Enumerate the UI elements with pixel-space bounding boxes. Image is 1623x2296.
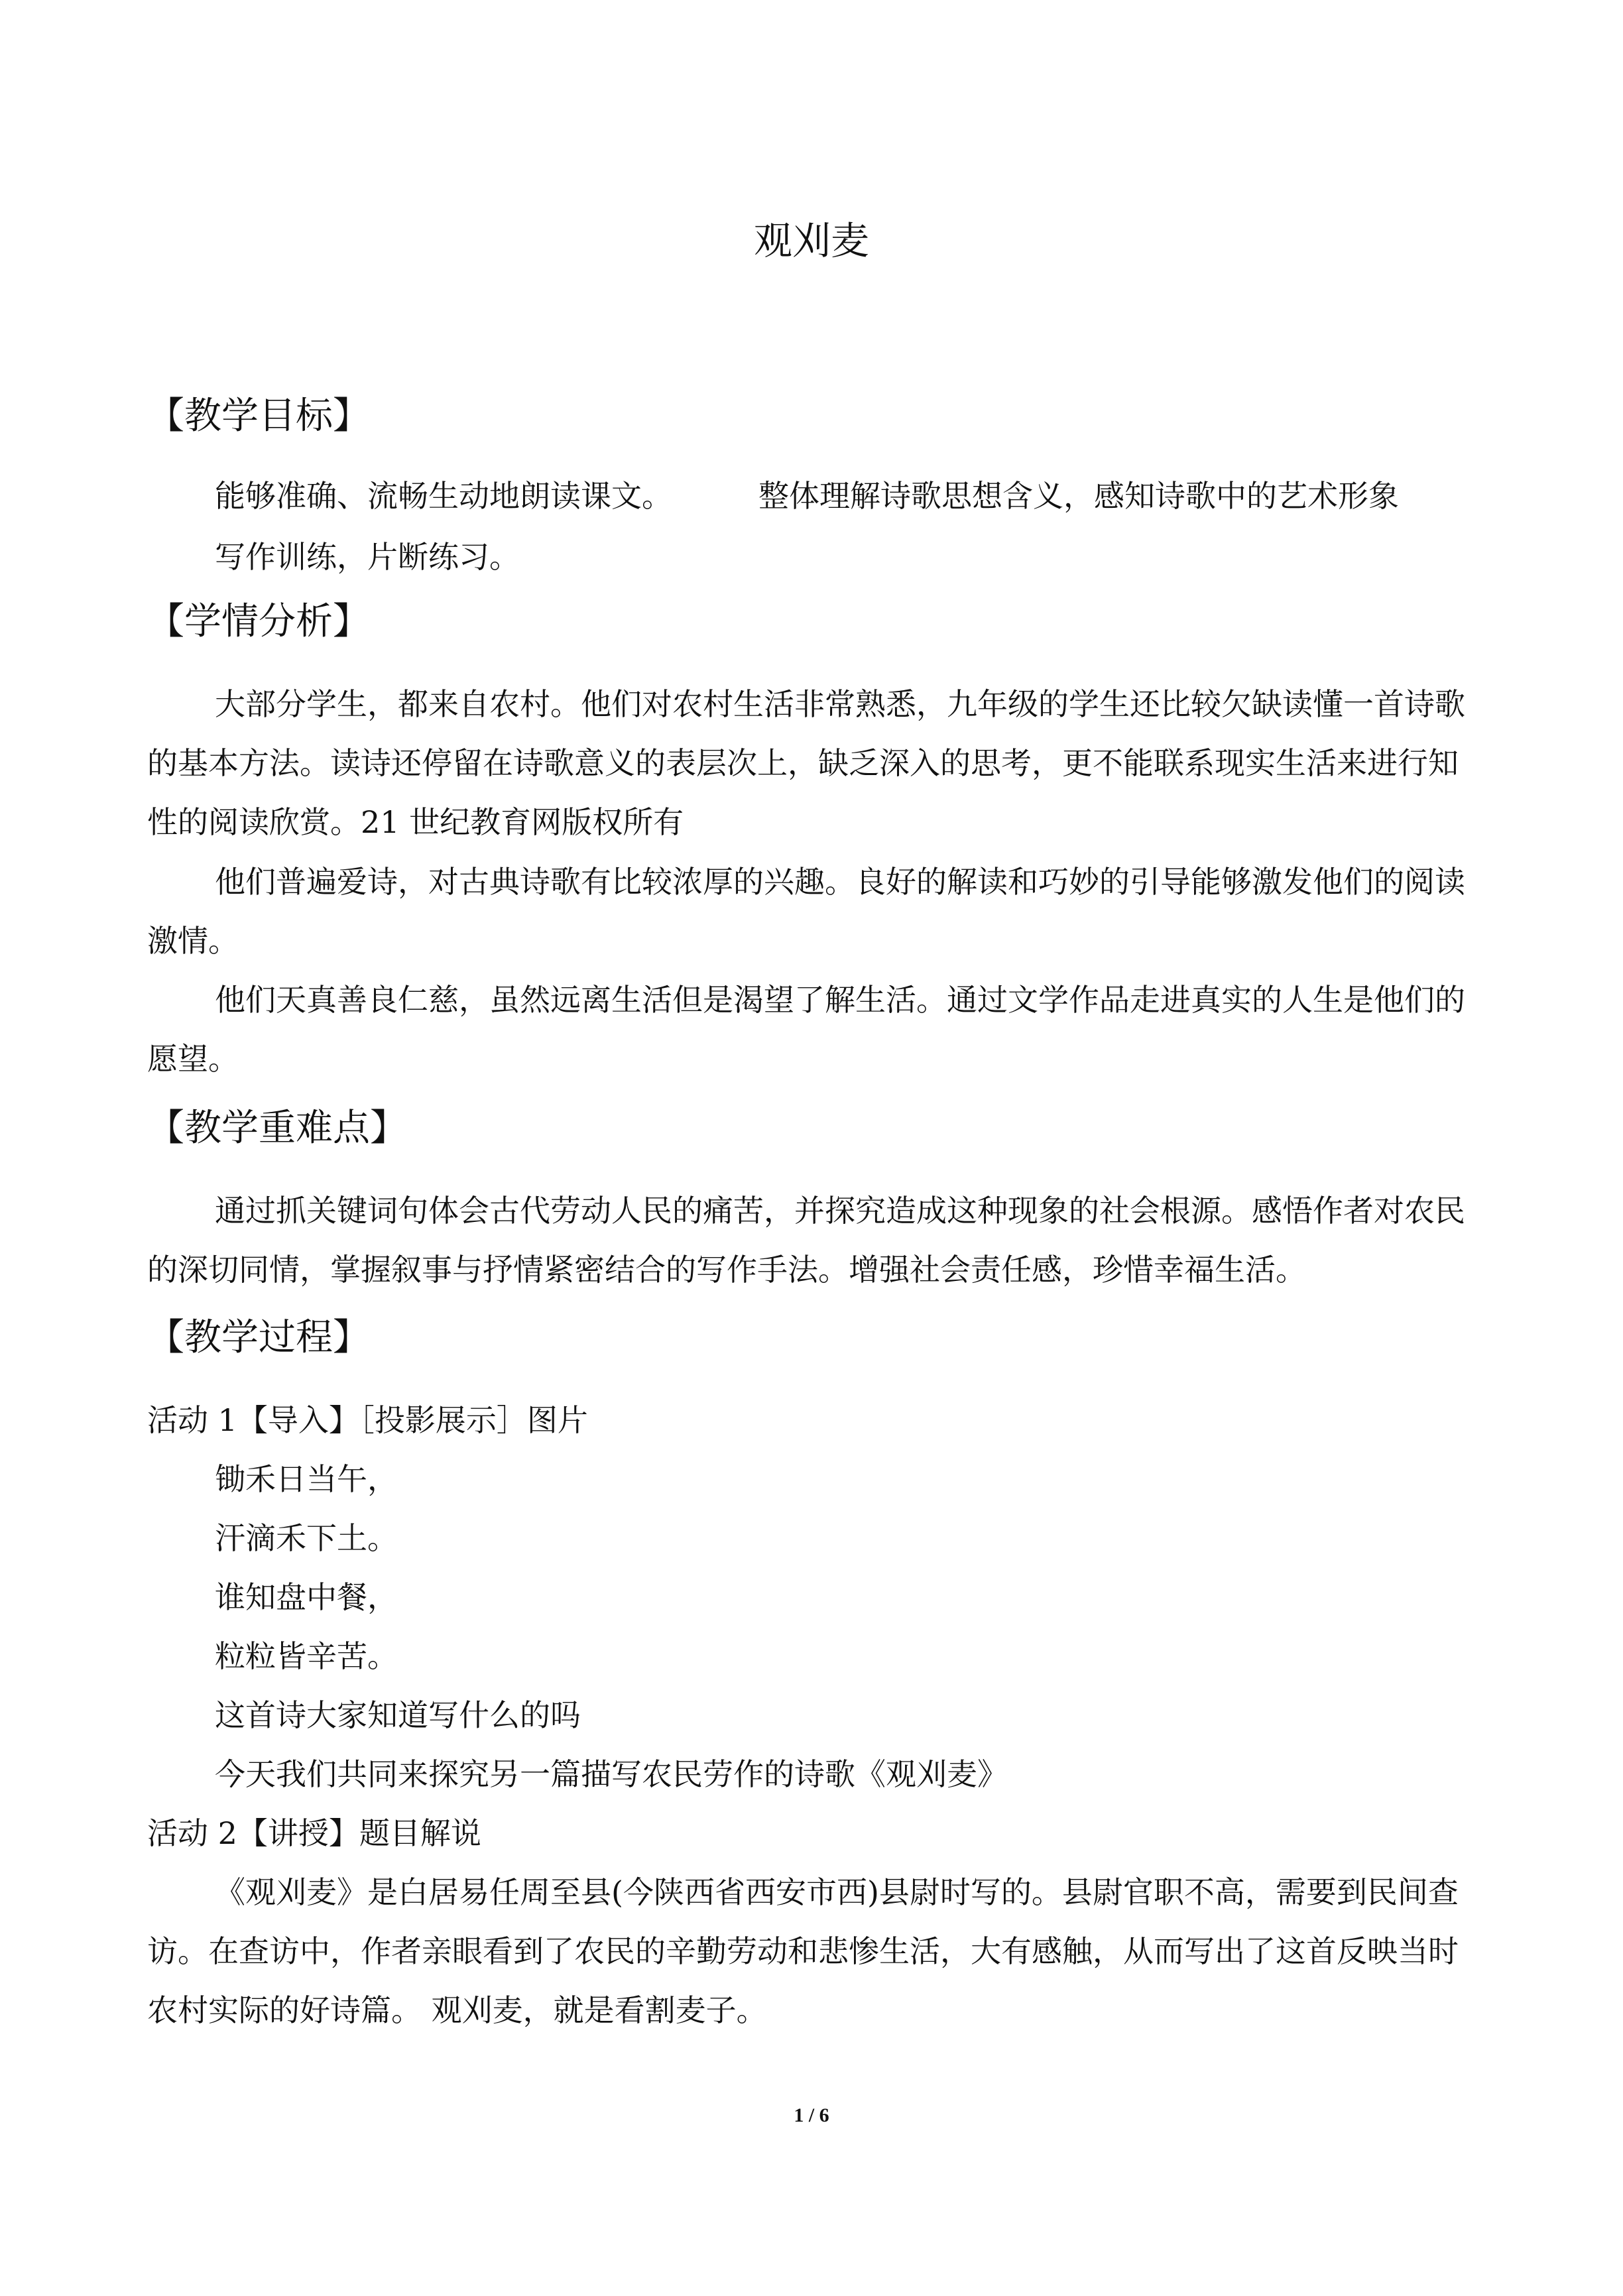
question-line-2: 今天我们共同来探究另一篇描写农民劳作的诗歌《观刈麦》: [215, 1756, 1008, 1792]
heading-key-points: 【教学重难点】: [147, 1107, 407, 1150]
analysis-paragraph-1: 大部分学生，都来自农村。他们对农村生活非常熟悉，九年级的学生还比较欠缺读懂一首诗歌的基本方法。读诗还停留在诗歌意义的表层次上，缺乏深入的思考，更不能联系现实生活来进行知性的阅读欣赏。21 世纪教育网版权所有: [147, 686, 1465, 840]
activity-2-label: 活动 2【讲授】题目解说: [147, 1815, 481, 1851]
heading-process: 【教学过程】: [147, 1316, 370, 1359]
heading-analysis: 【学情分析】: [147, 600, 370, 643]
heading-objectives: 【教学目标】: [147, 394, 370, 438]
objectives-line-2: 写作训练，片断练习。: [215, 539, 520, 575]
key-points-paragraph: 通过抓关键词句体会古代劳动人民的痛苦，并探究造成这种现象的社会根源。感悟作者对农民的深切同情，掌握叙事与抒情紧密结合的写作手法。增强社会责任感，珍惜幸福生活。: [147, 1193, 1465, 1288]
objectives-line-1a: 能够准确、流畅生动地朗读课文。: [215, 478, 672, 514]
page-number: 1 / 6: [794, 2104, 829, 2126]
poem-line: 粒粒皆辛苦。: [215, 1638, 398, 1674]
poem-line: 谁知盘中餐，: [215, 1579, 398, 1615]
activity-1-label: 活动 1【导入】［投影展示］图片: [147, 1402, 588, 1438]
page-title: 观刈麦: [753, 218, 869, 263]
poem-line: 锄禾日当午，: [215, 1461, 398, 1497]
analysis-paragraph-3: 他们天真善良仁慈，虽然远离生活但是渴望了解生活。通过文学作品走进真实的人生是他们的愿望。: [147, 982, 1465, 1077]
poem-line: 汗滴禾下土。: [215, 1520, 398, 1556]
analysis-paragraph-2: 他们普遍爱诗，对古典诗歌有比较浓厚的兴趣。良好的解读和巧妙的引导能够激发他们的阅读激情。: [147, 864, 1465, 959]
explain-paragraph: 《观刈麦》是白居易任周至县(今陕西省西安市西)县尉时写的。县尉官职不高，需要到民间查访。在查访中，作者亲眼看到了农民的辛勤劳动和悲惨生活，大有感触，从而写出了这首反映当时农村实际的好诗篇。 观刈麦，就是看割麦子。: [147, 1874, 1459, 2028]
objectives-line-1b: 整体理解诗歌思想含义，感知诗歌中的艺术形象: [758, 478, 1399, 514]
question-line-1: 这首诗大家知道写什么的吗: [215, 1697, 581, 1733]
